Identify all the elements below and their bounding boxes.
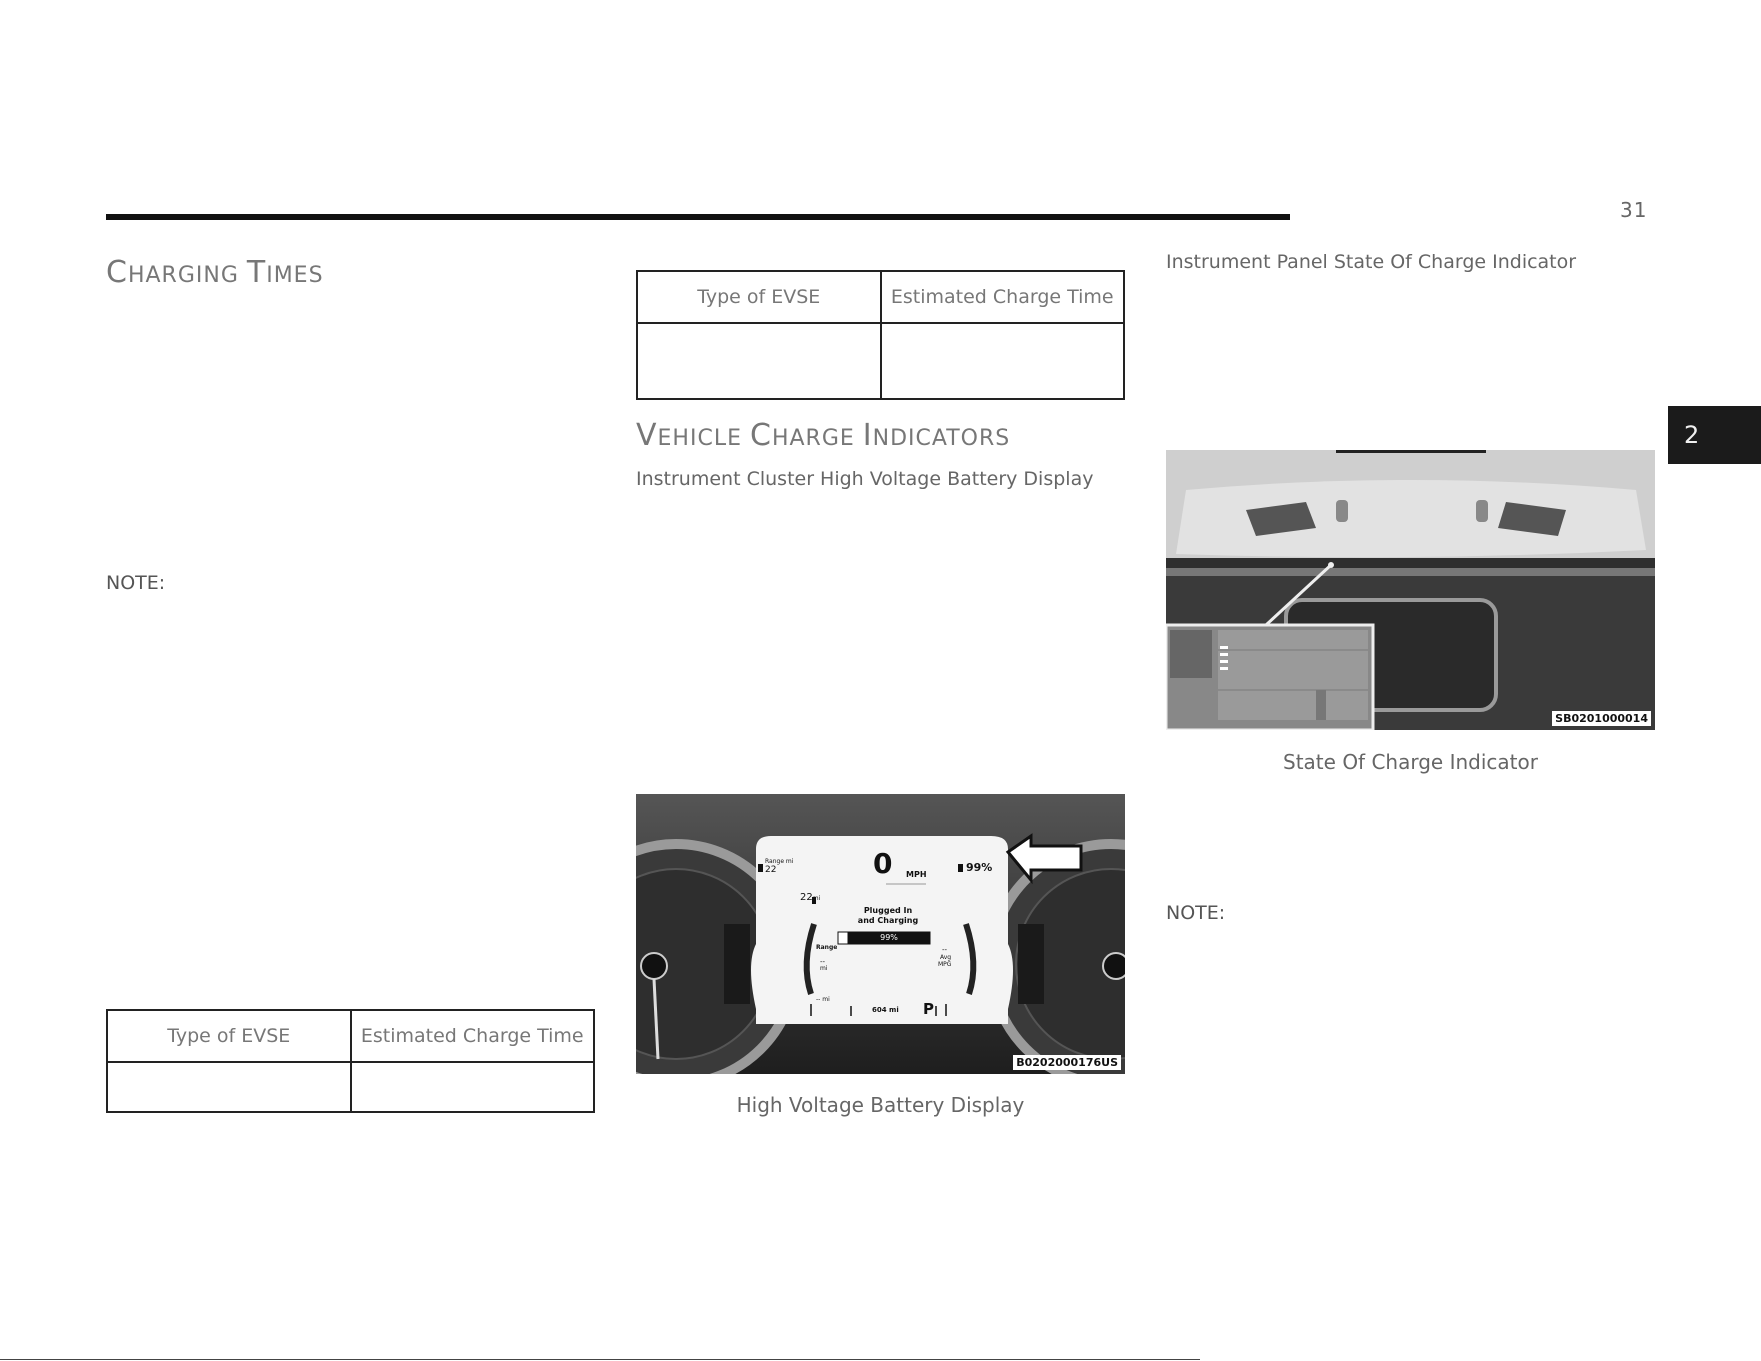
table-header: Estimated Charge Time [881,271,1125,323]
gear-indicator: P [923,1000,934,1018]
table-cell [881,323,1125,399]
top-rule [106,214,1290,220]
ev-range-value: 22mi [800,892,821,903]
figure-high-voltage-battery-display [636,794,1125,1074]
figure-caption-battery-display: High Voltage Battery Display [736,1093,1025,1117]
note-label: NOTE: [1166,902,1226,924]
table-row [637,323,1124,399]
speed-unit: MPH [906,870,927,879]
range-side-label: Range [816,944,838,951]
range-label: Range mi [765,858,794,865]
subheading-panel-indicator: Instrument Panel State Of Charge Indicator [1166,251,1577,273]
dashboard-illustration [1166,450,1655,730]
table-cell [637,323,881,399]
figure-state-of-charge-indicator [1166,450,1655,730]
table-row [107,1062,594,1112]
range-side-unit: mi [820,965,828,972]
charge-bar-percent: 99% [880,933,898,942]
figure-caption-state-of-charge: State Of Charge Indicator [1283,750,1538,774]
speed-readout: 0 [873,847,893,880]
table-header: Type of EVSE [107,1010,351,1062]
mpg-label: MPG [938,961,952,968]
note-label: NOTE: [106,572,166,594]
bottom-rule [0,1359,1200,1360]
figure-code: SB0201000014 [1552,711,1651,726]
charge-time-table-continued [636,270,1125,400]
battery-percent: 99% [966,861,993,874]
table-cell [351,1062,595,1112]
table-header: Type of EVSE [637,271,881,323]
page-number: 31 [1620,198,1648,222]
table-cell [107,1062,351,1112]
charging-status-line1: Plugged In [863,906,913,915]
avg-mpg-value: -- [942,946,948,954]
subheading-cluster-display: Instrument Cluster High Voltage Battery Display [636,468,1094,490]
charging-status-line2: and Charging [857,916,919,925]
range-side-value: -- [820,958,826,966]
table-header: Estimated Charge Time [351,1010,595,1062]
section-title-vehicle-charge-indicators: VEHICLE CHARGE INDICATORS [636,418,1011,453]
left-side-value: -- mi [816,996,830,1003]
section-title-charging-times: CHARGING TIMES [106,255,324,290]
avg-label: Avg [940,954,952,961]
odometer: 604 mi [872,1006,899,1014]
range-value: 22 [765,865,777,875]
figure-code: B0202000176US [1013,1055,1121,1070]
charge-time-table [106,1009,595,1113]
chapter-tab[interactable]: 2 [1668,406,1761,464]
